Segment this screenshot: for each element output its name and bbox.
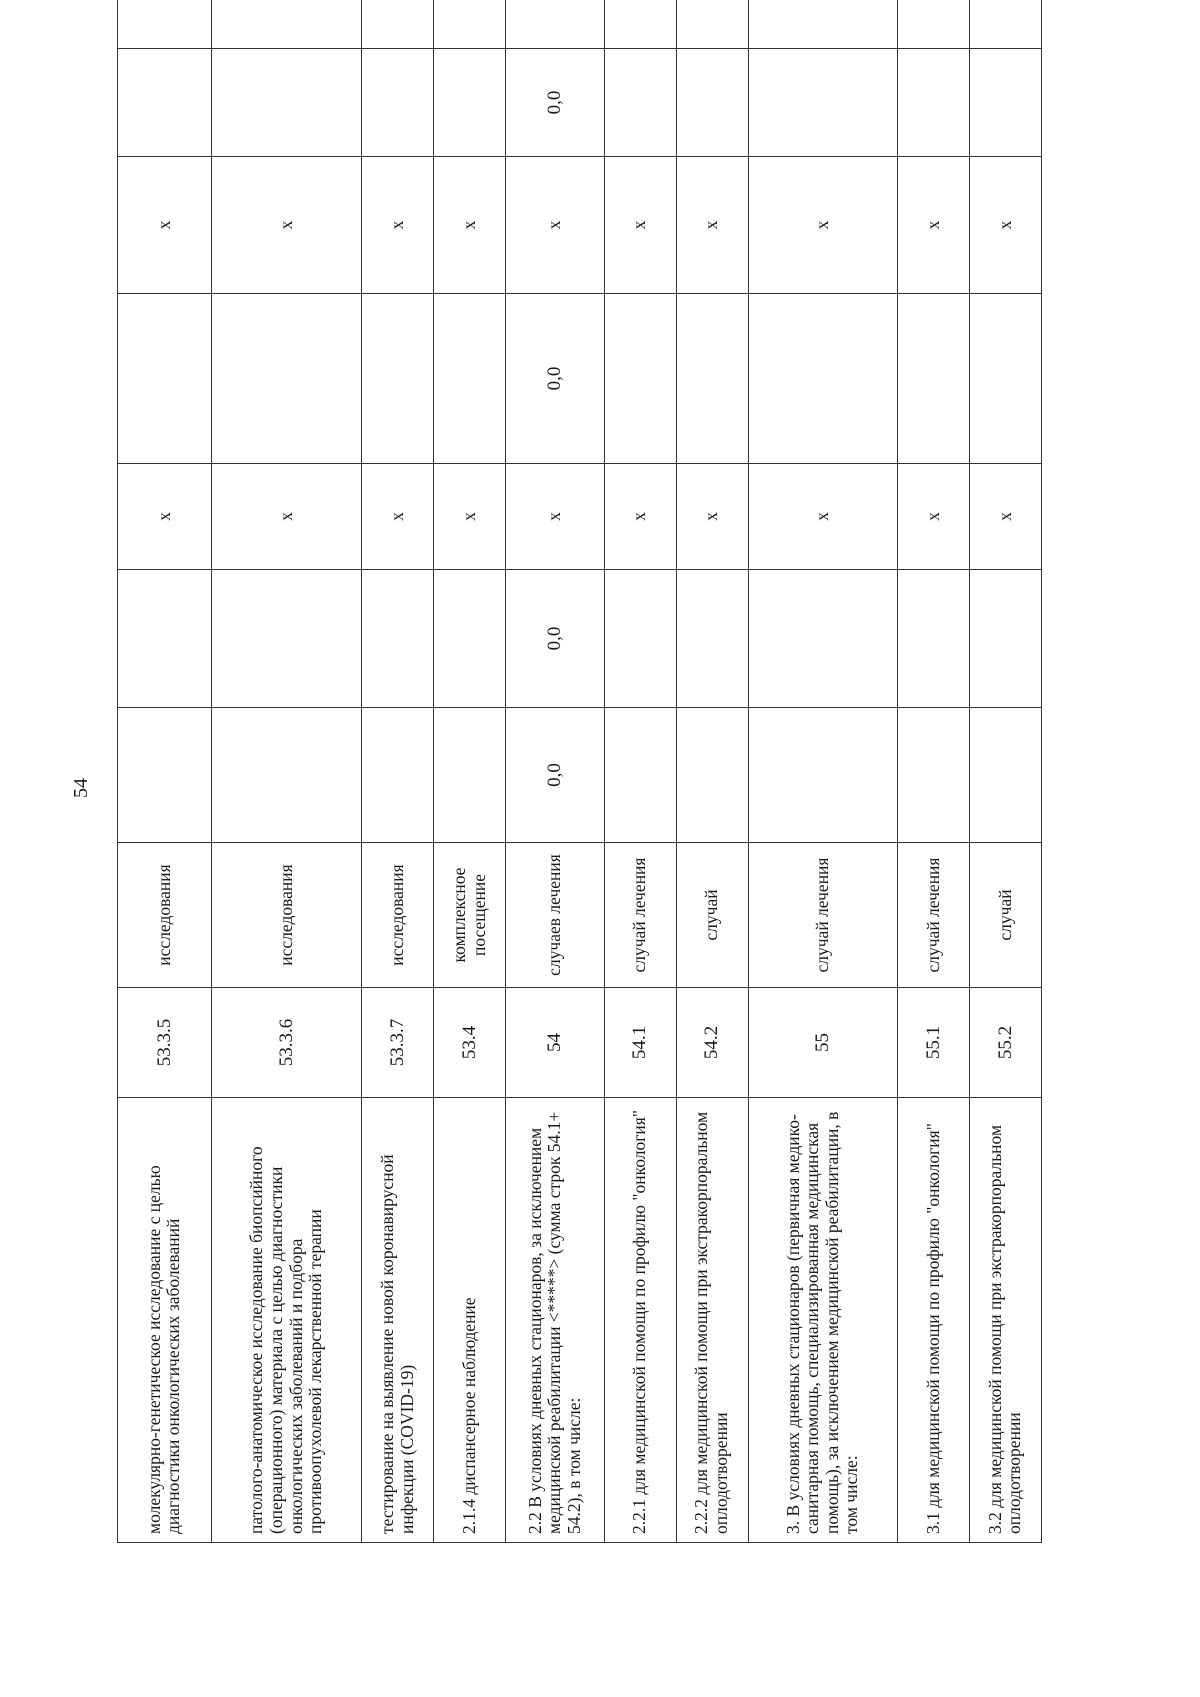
value-cell-2 bbox=[434, 570, 506, 708]
page-number: 54 bbox=[70, 778, 92, 798]
value-cell-4 bbox=[748, 294, 897, 464]
value-cell-4 bbox=[897, 294, 969, 464]
value-cell-7 bbox=[506, 0, 604, 49]
value-cell-7 bbox=[604, 0, 676, 49]
value-cell-5: х bbox=[969, 157, 1041, 294]
value-cell-1 bbox=[118, 708, 212, 843]
rotated-table-container bbox=[117, 90, 1042, 1543]
row-name-cell: 3.1 для медицинской помощи по профилю "онкология" bbox=[897, 1098, 969, 1543]
value-cell-4: 0,0 bbox=[506, 294, 604, 464]
value-cell-5: х bbox=[434, 157, 506, 294]
value-cell-5: х bbox=[604, 157, 676, 294]
row-unit-cell: случай bbox=[969, 843, 1041, 988]
value-cell-2 bbox=[604, 570, 676, 708]
value-cell-5: х bbox=[211, 157, 362, 294]
value-cell-1 bbox=[604, 708, 676, 843]
value-cell-2: 0,0 bbox=[506, 570, 604, 708]
value-cell-5: х bbox=[118, 157, 212, 294]
value-cell-6 bbox=[676, 49, 748, 157]
value-cell-2 bbox=[211, 570, 362, 708]
value-cell-7 bbox=[362, 0, 434, 49]
value-cell-3: х bbox=[362, 464, 434, 570]
value-cell-3: х bbox=[969, 464, 1041, 570]
value-cell-4 bbox=[604, 294, 676, 464]
value-cell-6 bbox=[748, 49, 897, 157]
value-cell-7 bbox=[748, 0, 897, 49]
value-cell-7 bbox=[676, 0, 748, 49]
value-cell-1 bbox=[969, 708, 1041, 843]
value-cell-5: х bbox=[506, 157, 604, 294]
value-cell-7 bbox=[211, 0, 362, 49]
value-cell-1 bbox=[897, 708, 969, 843]
table-row bbox=[604, 0, 676, 1543]
row-unit-cell: случаев лечения bbox=[506, 843, 604, 988]
row-code-cell: 55 bbox=[748, 988, 897, 1098]
value-cell-5: х bbox=[676, 157, 748, 294]
value-cell-6: 0,0 bbox=[506, 49, 604, 157]
row-code-cell: 54 bbox=[506, 988, 604, 1098]
row-name-cell: тестирование на выявление новой коронавирусной инфекции (COVID-19) bbox=[362, 1098, 434, 1543]
value-cell-1 bbox=[362, 708, 434, 843]
value-cell-2 bbox=[362, 570, 434, 708]
value-cell-7 bbox=[118, 0, 212, 49]
value-cell-2 bbox=[969, 570, 1041, 708]
value-cell-6 bbox=[897, 49, 969, 157]
value-cell-5: х bbox=[748, 157, 897, 294]
value-cell-4 bbox=[118, 294, 212, 464]
value-cell-6 bbox=[362, 49, 434, 157]
value-cell-5: х bbox=[362, 157, 434, 294]
value-cell-4 bbox=[969, 294, 1041, 464]
row-name-cell: 3. В условиях дневных стационаров (первичная медико-санитарная помощь, специализированная медицинская помощь), за исключением медицинской реабилитации, в том числе: bbox=[748, 1098, 897, 1543]
value-cell-2 bbox=[897, 570, 969, 708]
row-name-cell: 3.2 для медицинской помощи при экстракорпоральном оплодотворении bbox=[969, 1098, 1041, 1543]
value-cell-5: х bbox=[897, 157, 969, 294]
value-cell-3: х bbox=[604, 464, 676, 570]
value-cell-6 bbox=[969, 49, 1041, 157]
row-unit-cell: исследования bbox=[362, 843, 434, 988]
value-cell-4 bbox=[211, 294, 362, 464]
row-code-cell: 55.1 bbox=[897, 988, 969, 1098]
value-cell-4 bbox=[676, 294, 748, 464]
value-cell-1: 0,0 bbox=[506, 708, 604, 843]
value-cell-3: х bbox=[506, 464, 604, 570]
row-code-cell: 53.4 bbox=[434, 988, 506, 1098]
value-cell-6 bbox=[434, 49, 506, 157]
row-code-cell: 54.1 bbox=[604, 988, 676, 1098]
row-name-cell: 2.1.4 диспансерное наблюдение bbox=[434, 1098, 506, 1543]
row-code-cell: 54.2 bbox=[676, 988, 748, 1098]
table-row bbox=[362, 0, 434, 1543]
row-code-cell: 53.3.5 bbox=[118, 988, 212, 1098]
row-code-cell: 53.3.7 bbox=[362, 988, 434, 1098]
table-row bbox=[506, 0, 604, 1543]
value-cell-4 bbox=[362, 294, 434, 464]
row-code-cell: 53.3.6 bbox=[211, 988, 362, 1098]
data-table bbox=[117, 0, 1042, 1543]
value-cell-1 bbox=[748, 708, 897, 843]
value-cell-2 bbox=[118, 570, 212, 708]
value-cell-6 bbox=[604, 49, 676, 157]
value-cell-7 bbox=[969, 0, 1041, 49]
row-unit-cell: случай bbox=[676, 843, 748, 988]
value-cell-3: х bbox=[897, 464, 969, 570]
value-cell-2 bbox=[748, 570, 897, 708]
value-cell-1 bbox=[434, 708, 506, 843]
row-unit-cell: комплексное посещение bbox=[434, 843, 506, 988]
row-name-cell: молекулярно-генетическое исследование с целью диагностики онкологических заболеваний bbox=[118, 1098, 212, 1543]
row-unit-cell: случай лечения bbox=[748, 843, 897, 988]
value-cell-4 bbox=[434, 294, 506, 464]
row-name-cell: 2.2.2 для медицинской помощи при экстракорпоральном оплодотворении bbox=[676, 1098, 748, 1543]
value-cell-3: х bbox=[434, 464, 506, 570]
value-cell-1 bbox=[676, 708, 748, 843]
row-unit-cell: исследования bbox=[118, 843, 212, 988]
table-row bbox=[211, 0, 362, 1543]
table-row bbox=[676, 0, 748, 1543]
table-row bbox=[434, 0, 506, 1543]
value-cell-3: х bbox=[748, 464, 897, 570]
row-name-cell: 2.2.1 для медицинской помощи по профилю "онкология" bbox=[604, 1098, 676, 1543]
table-row bbox=[897, 0, 969, 1543]
row-unit-cell: случай лечения bbox=[604, 843, 676, 988]
row-unit-cell: исследования bbox=[211, 843, 362, 988]
value-cell-3: х bbox=[676, 464, 748, 570]
value-cell-3: х bbox=[118, 464, 212, 570]
row-name-cell: 2.2 В условиях дневных стационаров, за исключением медицинской реабилитации <*****> (сумма строк 54.1+ 54.2), в том числе: bbox=[506, 1098, 604, 1543]
row-name-cell: патолого-анатомическое исследование биопсийного (операционного) материала с целью диагностики онкологических заболеваний и подбора противоопухолевой лекарственной терапии bbox=[211, 1098, 362, 1543]
value-cell-1 bbox=[211, 708, 362, 843]
row-code-cell: 55.2 bbox=[969, 988, 1041, 1098]
table-row bbox=[118, 0, 212, 1543]
value-cell-6 bbox=[118, 49, 212, 157]
value-cell-6 bbox=[211, 49, 362, 157]
table-row bbox=[969, 0, 1041, 1543]
row-unit-cell: случай лечения bbox=[897, 843, 969, 988]
value-cell-7 bbox=[434, 0, 506, 49]
table-row bbox=[748, 0, 897, 1543]
value-cell-2 bbox=[676, 570, 748, 708]
value-cell-3: х bbox=[211, 464, 362, 570]
table-body bbox=[118, 0, 1042, 1543]
value-cell-7 bbox=[897, 0, 969, 49]
